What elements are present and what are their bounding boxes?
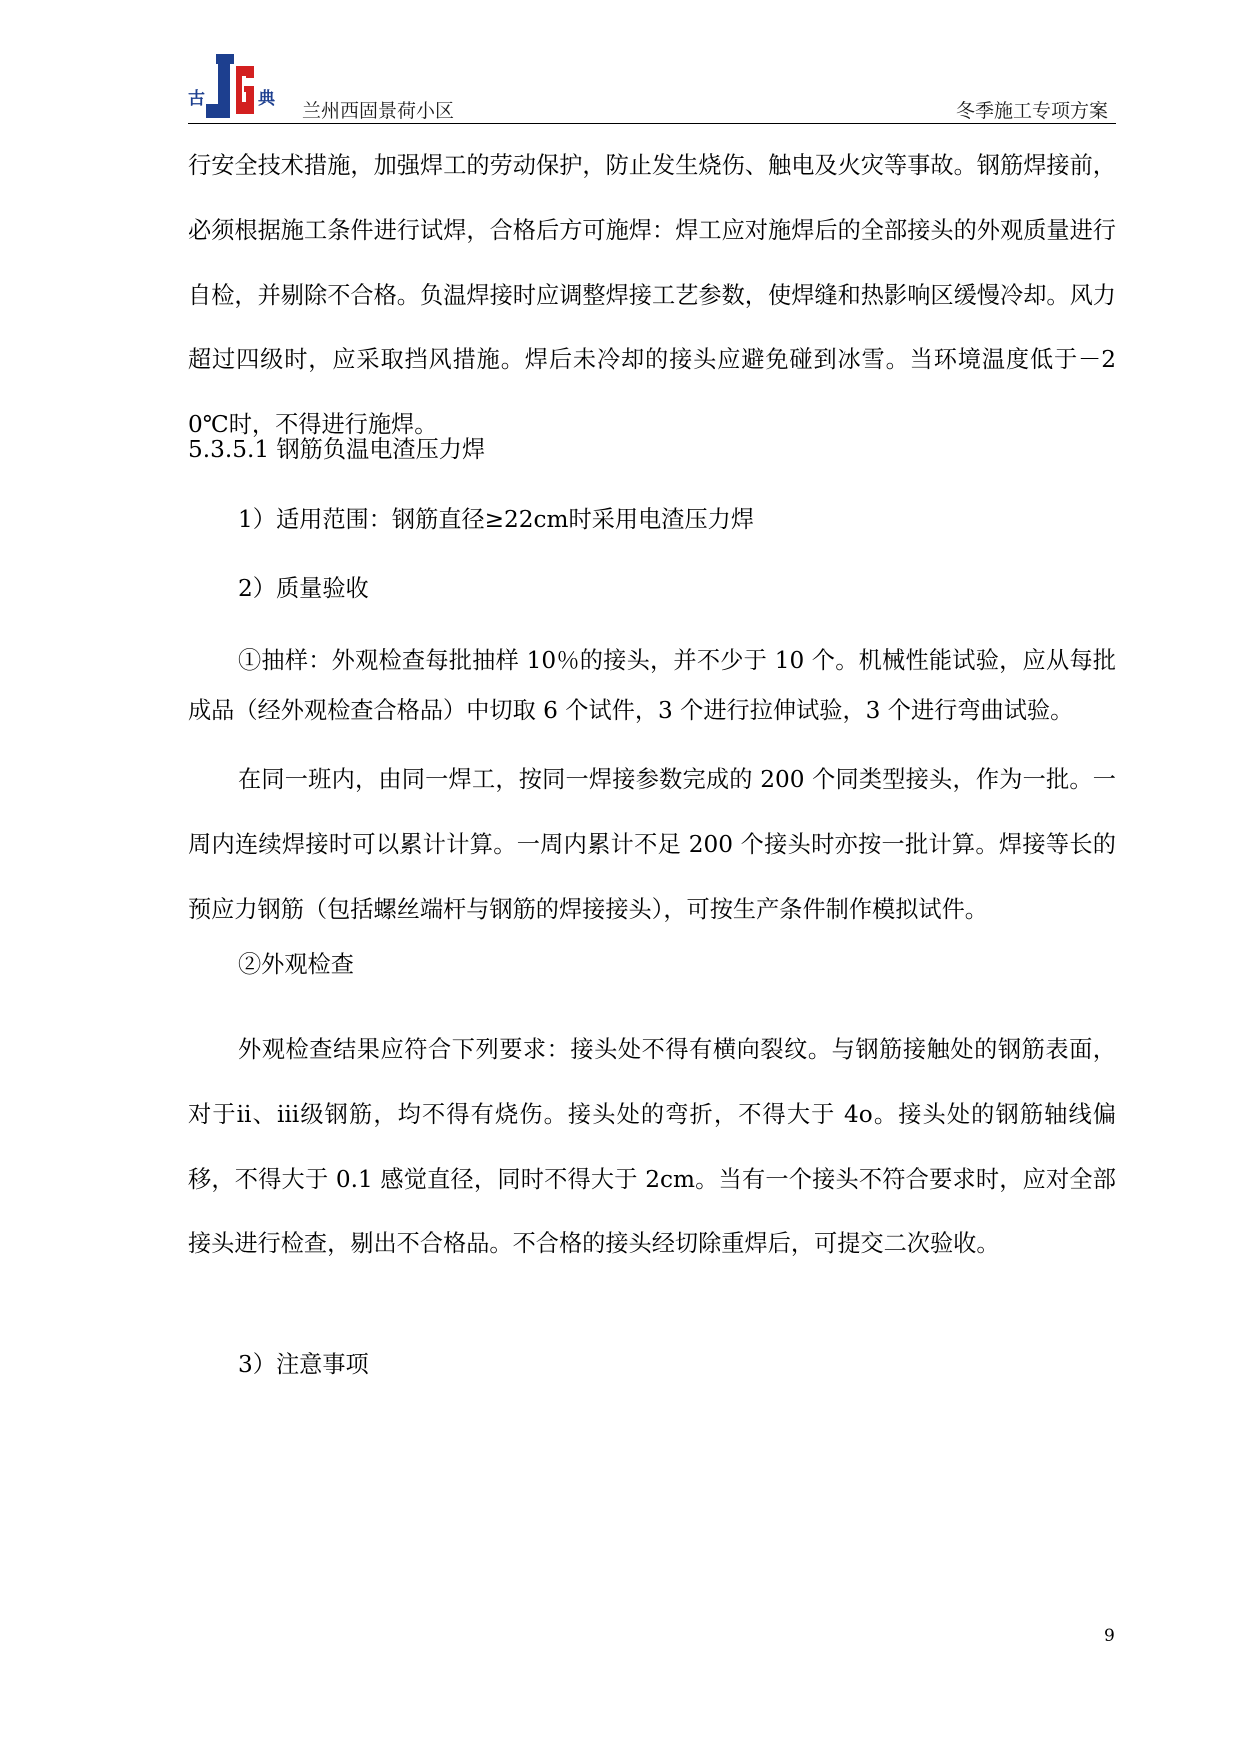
logo-red-g: [236, 66, 254, 114]
logo-left-char: 古: [188, 89, 205, 109]
page-number: 9: [1104, 1626, 1115, 1646]
paragraph-welding-safety: 行安全技术措施，加强焊工的劳动保护，防止发生烧伤、触电及火灾等事故。钢筋焊接前，必须根据施工条件进行试焊，合格后方可施焊：焊工应对施焊后的全部接头的外观质量进行自检，并剔除不合格。负温焊接时应调整焊接工艺参数，使焊缝和热影响区缓慢冷却。风力超过四级时，应采取挡风措施。焊后未冷却的接头应避免碰到冰雪。当环境温度低于－20℃时，不得进行施焊。: [188, 152, 1116, 439]
paragraph-sampling: ①抽样：外观检查每批抽样 10％的接头，并不少于 10 个。机械性能试验，应从每批成品（经外观检查合格品）中切取 6 个试件，3 个进行拉伸试验，3 个进行弯曲试验。: [188, 647, 1116, 724]
project-name: 兰州西固景荷小区: [302, 100, 455, 122]
list-item-notes: 3）注意事项: [238, 1351, 369, 1378]
page-header: [188, 52, 1116, 125]
logo-j-hook: [206, 104, 218, 118]
list-item-visual-check: ②外观检查: [238, 951, 354, 978]
header-divider: [188, 123, 1116, 124]
section-heading: 5.3.5.1 钢筋负温电渣压力焊: [188, 436, 486, 463]
paragraph-batch: 在同一班内，由同一焊工，按同一焊接参数完成的 200 个同类型接头，作为一批。一周内连续焊接时可以累计计算。一周内累计不足 200 个接头时亦按一批计算。焊接等长的预应力钢筋（包括螺丝端杆与钢筋的焊接接头），可按生产条件制作模拟试件。: [188, 766, 1116, 923]
document-title: 冬季施工专项方案: [955, 100, 1108, 122]
list-item-acceptance: 2）质量验收: [238, 575, 369, 602]
list-item-scope: 1）适用范围：钢筋直径≥22cm时采用电渣压力焊: [238, 506, 755, 533]
paragraph-visual-requirements: 外观检查结果应符合下列要求：接头处不得有横向裂纹。与钢筋接触处的钢筋表面，对于ⅱ、ⅲ级钢筋，均不得有烧伤。接头处的弯折，不得大于 4o。接头处的钢筋轴线偏移，不得大于 0.1 感觉直径，同时不得大于 2cm。当有一个接头不符合要求时，应对全部接头进行检查，剔出不合格品。不合格的接头经切除重焊后，可提交二次验收。: [188, 1036, 1116, 1258]
logo-right-char: 典: [258, 89, 275, 109]
logo-blue-block: [218, 64, 230, 118]
logo-j-bar: [216, 54, 234, 64]
company-logo: [188, 52, 276, 122]
